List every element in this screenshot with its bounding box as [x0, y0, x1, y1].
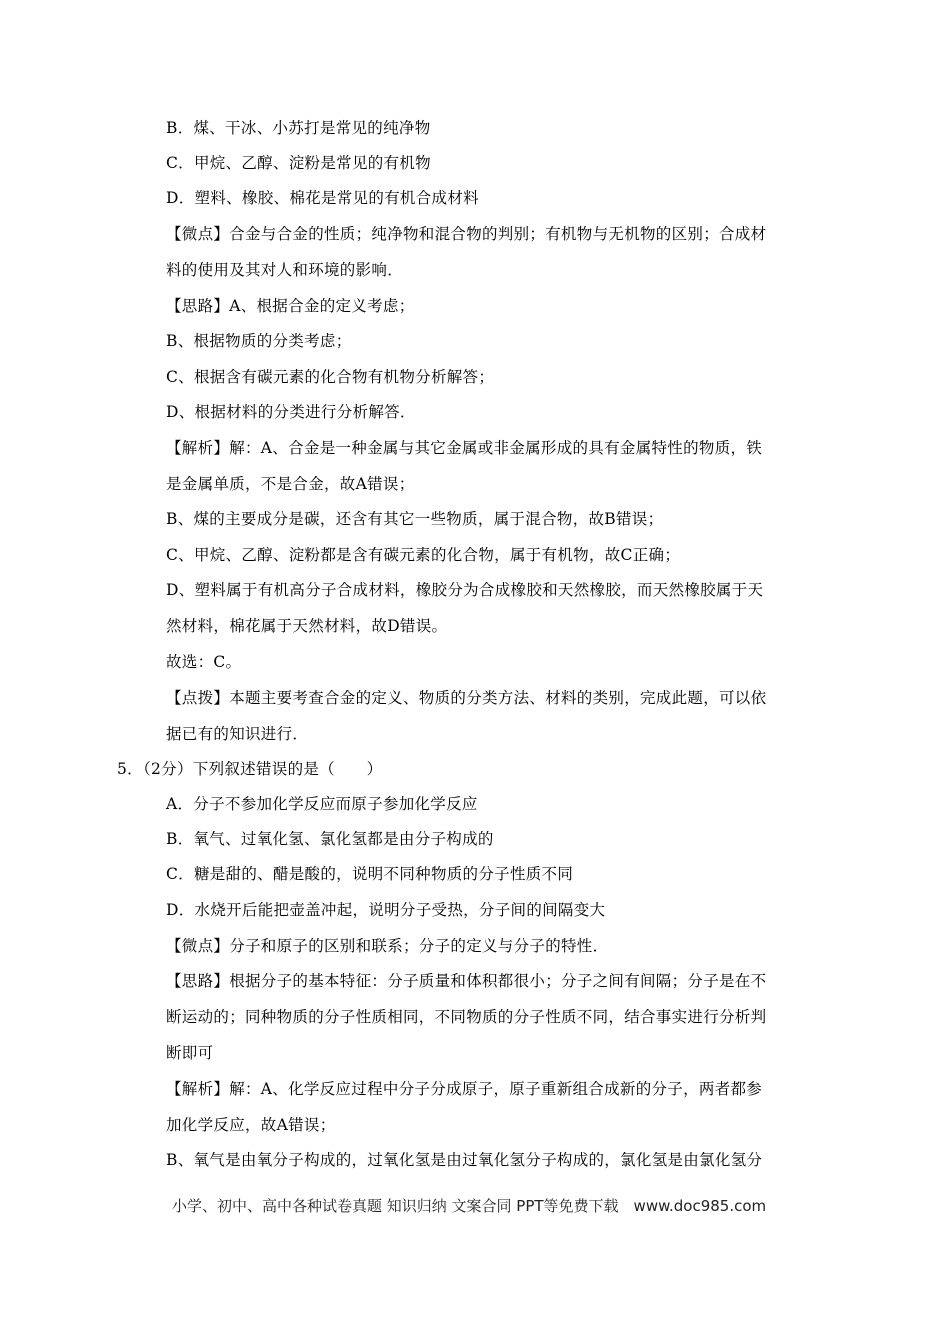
approach-q4-d: D、根据材料的分类进行分析解答．: [166, 403, 416, 421]
analysis-q4-b: B、煤的主要成分是碳，还含有其它一些物质，属于混合物，故B错误；: [166, 510, 664, 528]
analysis-q4: 【解析】解：A、合金是一种金属与其它金属或非金属形成的具有金属特性的物质，铁: [166, 439, 763, 457]
approach-q5: 【思路】根据分子的基本特征：分子质量和体积都很小；分子之间有间隔；分子是在不: [166, 972, 767, 990]
analysis-q4-c: C、甲烷、乙醇、淀粉都是含有碳元素的化合物，属于有机物，故C正确；: [166, 546, 681, 564]
key-point-q4: 【微点】合金与合金的性质；纯净物和混合物的判别；有机物与无机物的区别；合成材: [166, 225, 767, 243]
option-c-q5: C．糖是甜的、醋是酸的，说明不同种物质的分子性质不同: [166, 865, 574, 883]
question-5: 5．（2分）下列叙述错误的是（ ）: [117, 760, 383, 778]
analysis-q5-cont: 加化学反应，故A错误；: [166, 1116, 336, 1134]
analysis-q5: 【解析】解：A、化学反应过程中分子分成原子，原子重新组合成新的分子，两者都参: [166, 1080, 763, 1098]
option-c-q4: C．甲烷、乙醇、淀粉是常见的有机物: [166, 154, 431, 172]
option-d-q5: D．水烧开后能把壶盖冲起，说明分子受热，分子间的间隔变大: [166, 901, 606, 919]
analysis-q4-d-cont: 然材料，棉花属于天然材料，故D错误。: [166, 617, 448, 635]
option-b-q5: B．氧气、过氧化氢、氯化氢都是由分子构成的: [166, 830, 494, 848]
footer-banner: 小学、初中、高中各种试卷真题 知识归纳 文案合同 PPT等免费下载 www.doc985.com: [172, 1197, 767, 1215]
approach-q4-b: B、根据物质的分类考虑；: [166, 332, 352, 350]
tip-q4-cont: 据已有的知识进行．: [166, 725, 309, 743]
key-point-q5: 【微点】分子和原子的区别和联系；分子的定义与分子的特性．: [166, 937, 609, 955]
approach-q5-cont: 断运动的；同种物质的分子性质相同，不同物质的分子性质不同，结合事实进行分析判: [166, 1008, 767, 1026]
approach-q4-c: C、根据含有碳元素的化合物有机物分析解答；: [166, 368, 495, 386]
option-a-q5: A．分子不参加化学反应而原子参加化学反应: [166, 795, 478, 813]
approach-q5-cont2: 断即可: [166, 1044, 214, 1062]
analysis-q5-b: B、氧气是由氧分子构成的，过氧化氢是由过氧化氢分子构成的，氯化氢是由氯化氢分: [166, 1151, 763, 1169]
option-b-q4: B．煤、干冰、小苏打是常见的纯净物: [166, 119, 431, 137]
analysis-q4-cont: 是金属单质，不是合金，故A错误；: [166, 475, 415, 493]
answer-q4: 故选：C。: [166, 653, 242, 671]
analysis-q4-d: D、塑料属于有机高分子合成材料，橡胶分为合成橡胶和天然橡胶，而天然橡胶属于天: [166, 581, 764, 599]
approach-q4: 【思路】A、根据合金的定义考虑；: [166, 297, 415, 315]
key-point-q4-cont: 料的使用及其对人和环境的影响．: [166, 261, 404, 279]
option-d-q4: D．塑料、橡胶、棉花是常见的有机合成材料: [166, 189, 479, 207]
tip-q4: 【点拨】本题主要考查合金的定义、物质的分类方法、材料的类别，完成此题，可以依: [166, 689, 767, 707]
